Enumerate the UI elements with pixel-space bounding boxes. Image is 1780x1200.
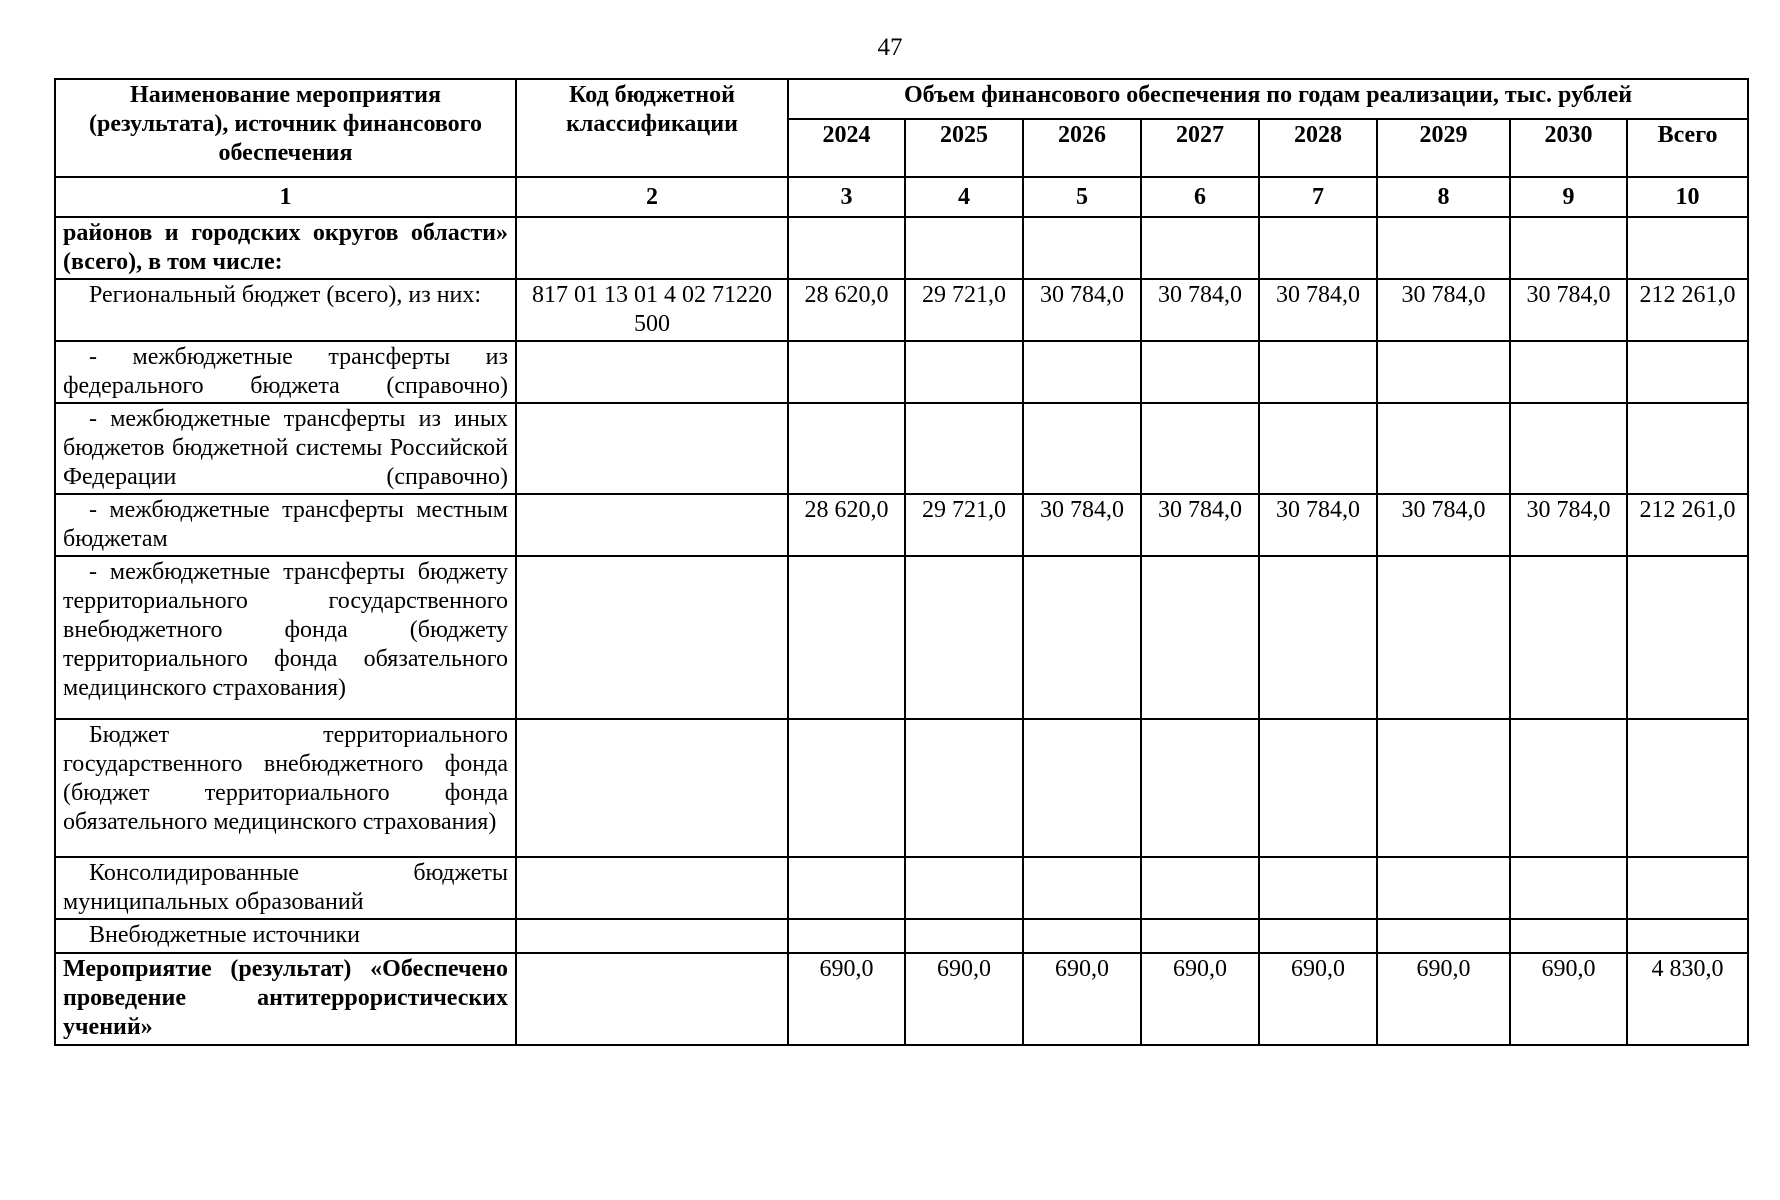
table-row bbox=[55, 919, 1748, 953]
row-total-value bbox=[1627, 857, 1748, 919]
table-row bbox=[55, 719, 1748, 857]
row-year-value: 30 784,0 bbox=[1510, 279, 1627, 341]
row-year-value bbox=[1141, 556, 1259, 719]
row-year-value: 30 784,0 bbox=[1259, 279, 1377, 341]
row-year-value bbox=[1510, 857, 1627, 919]
header-year: 2029 bbox=[1377, 119, 1510, 177]
page-number: 47 bbox=[877, 34, 903, 61]
row-year-value bbox=[1377, 341, 1510, 403]
column-number: 1 bbox=[55, 177, 516, 217]
table-row bbox=[55, 217, 1748, 279]
table-row bbox=[55, 341, 1748, 403]
row-year-value bbox=[1377, 403, 1510, 494]
row-year-value bbox=[1510, 919, 1627, 953]
header-total: Всего bbox=[1627, 119, 1748, 177]
row-year-value bbox=[1023, 919, 1141, 953]
row-total-value: 212 261,0 bbox=[1627, 279, 1748, 341]
row-total-value bbox=[1627, 217, 1748, 279]
row-total-value bbox=[1627, 919, 1748, 953]
row-total-value bbox=[1627, 719, 1748, 857]
row-year-value bbox=[1023, 403, 1141, 494]
row-year-value bbox=[1259, 217, 1377, 279]
row-year-value bbox=[1259, 919, 1377, 953]
row-year-value: 30 784,0 bbox=[1510, 494, 1627, 556]
row-year-value bbox=[1141, 403, 1259, 494]
row-total-value: 4 830,0 bbox=[1627, 953, 1748, 1045]
row-year-value: 30 784,0 bbox=[1023, 494, 1141, 556]
row-year-value: 690,0 bbox=[1023, 953, 1141, 1045]
row-code bbox=[516, 857, 788, 919]
row-year-value bbox=[1141, 919, 1259, 953]
column-number-row bbox=[55, 177, 1748, 217]
row-code bbox=[516, 494, 788, 556]
column-number: 4 bbox=[905, 177, 1023, 217]
row-year-value bbox=[1259, 341, 1377, 403]
row-year-value bbox=[788, 556, 905, 719]
row-year-value bbox=[788, 217, 905, 279]
column-number: 9 bbox=[1510, 177, 1627, 217]
row-year-value: 690,0 bbox=[1259, 953, 1377, 1045]
row-year-value bbox=[788, 857, 905, 919]
row-year-value bbox=[1023, 217, 1141, 279]
row-year-value bbox=[1023, 341, 1141, 403]
row-year-value: 690,0 bbox=[1377, 953, 1510, 1045]
row-year-value bbox=[1377, 919, 1510, 953]
row-year-value: 690,0 bbox=[788, 953, 905, 1045]
row-name: Внебюджетные источники bbox=[55, 919, 516, 953]
row-year-value bbox=[905, 217, 1023, 279]
budget-table bbox=[54, 78, 1749, 1046]
row-name: Мероприятие (результат) «Обеспечено проведение антитеррористических учений» bbox=[55, 953, 516, 1045]
row-year-value bbox=[905, 719, 1023, 857]
row-year-value bbox=[1141, 217, 1259, 279]
row-code bbox=[516, 919, 788, 953]
row-year-value bbox=[1259, 857, 1377, 919]
table-row bbox=[55, 857, 1748, 919]
row-year-value bbox=[1023, 857, 1141, 919]
table-row bbox=[55, 556, 1748, 719]
column-number: 6 bbox=[1141, 177, 1259, 217]
row-year-value: 30 784,0 bbox=[1141, 494, 1259, 556]
header-group: Объем финансового обеспечения по годам реализации, тыс. рублей bbox=[788, 79, 1748, 119]
row-year-value: 29 721,0 bbox=[905, 494, 1023, 556]
row-name: - межбюджетные трансферты бюджету территориального государственного внебюджетного фонда (бюджету территориального фонда обязательного медицинского страхования) bbox=[55, 556, 516, 719]
row-year-value bbox=[1377, 857, 1510, 919]
row-year-value bbox=[1510, 403, 1627, 494]
row-code bbox=[516, 341, 788, 403]
row-year-value bbox=[1023, 719, 1141, 857]
row-year-value: 690,0 bbox=[1510, 953, 1627, 1045]
row-year-value bbox=[788, 719, 905, 857]
column-number: 5 bbox=[1023, 177, 1141, 217]
column-number: 10 bbox=[1627, 177, 1748, 217]
row-year-value bbox=[905, 403, 1023, 494]
row-total-value: 212 261,0 bbox=[1627, 494, 1748, 556]
row-code bbox=[516, 403, 788, 494]
row-name: - межбюджетные трансферты из иных бюджетов бюджетной системы Российской Федерации (справочно) bbox=[55, 403, 516, 494]
row-total-value bbox=[1627, 403, 1748, 494]
row-year-value bbox=[905, 341, 1023, 403]
table-row bbox=[55, 403, 1748, 494]
row-year-value: 30 784,0 bbox=[1259, 494, 1377, 556]
row-year-value bbox=[1259, 556, 1377, 719]
header-name: Наименование мероприятия (результата), источник финансового обеспечения bbox=[55, 79, 516, 177]
row-total-value bbox=[1627, 556, 1748, 719]
row-year-value bbox=[1141, 857, 1259, 919]
row-year-value: 29 721,0 bbox=[905, 279, 1023, 341]
row-year-value: 30 784,0 bbox=[1141, 279, 1259, 341]
row-year-value bbox=[1377, 556, 1510, 719]
row-code bbox=[516, 556, 788, 719]
header-year: 2027 bbox=[1141, 119, 1259, 177]
row-year-value: 30 784,0 bbox=[1377, 279, 1510, 341]
row-year-value bbox=[788, 341, 905, 403]
column-number: 8 bbox=[1377, 177, 1510, 217]
column-number: 3 bbox=[788, 177, 905, 217]
row-total-value bbox=[1627, 341, 1748, 403]
row-year-value bbox=[1259, 403, 1377, 494]
row-year-value bbox=[1377, 217, 1510, 279]
header-year: 2026 bbox=[1023, 119, 1141, 177]
row-year-value: 690,0 bbox=[905, 953, 1023, 1045]
header-row bbox=[55, 79, 1748, 119]
row-year-value bbox=[1377, 719, 1510, 857]
row-code bbox=[516, 217, 788, 279]
row-name: Региональный бюджет (всего), из них: bbox=[55, 279, 516, 341]
row-year-value bbox=[1141, 719, 1259, 857]
row-year-value bbox=[1510, 719, 1627, 857]
row-name: районов и городских округов области» (всего), в том числе: bbox=[55, 217, 516, 279]
row-year-value: 28 620,0 bbox=[788, 494, 905, 556]
table-row bbox=[55, 279, 1748, 341]
header-year: 2028 bbox=[1259, 119, 1377, 177]
row-year-value: 28 620,0 bbox=[788, 279, 905, 341]
row-year-value bbox=[1510, 341, 1627, 403]
row-year-value: 690,0 bbox=[1141, 953, 1259, 1045]
row-year-value bbox=[1510, 556, 1627, 719]
header-year: 2025 bbox=[905, 119, 1023, 177]
table-row bbox=[55, 494, 1748, 556]
row-year-value bbox=[788, 919, 905, 953]
row-name: Консолидированные бюджеты муниципальных образований bbox=[55, 857, 516, 919]
row-name: Бюджет территориального государственного внебюджетного фонда (бюджет территориального фонда обязательного медицинского страхования) bbox=[55, 719, 516, 857]
row-code bbox=[516, 719, 788, 857]
header-year: 2030 bbox=[1510, 119, 1627, 177]
row-name: - межбюджетные трансферты местным бюджетам bbox=[55, 494, 516, 556]
row-year-value bbox=[905, 919, 1023, 953]
header-code: Код бюджетной классификации bbox=[516, 79, 788, 177]
header-year: 2024 bbox=[788, 119, 905, 177]
column-number: 2 bbox=[516, 177, 788, 217]
row-year-value bbox=[1141, 341, 1259, 403]
row-year-value bbox=[1259, 719, 1377, 857]
table-row bbox=[55, 953, 1748, 1045]
column-number: 7 bbox=[1259, 177, 1377, 217]
row-code bbox=[516, 953, 788, 1045]
row-year-value: 30 784,0 bbox=[1377, 494, 1510, 556]
row-year-value: 30 784,0 bbox=[1023, 279, 1141, 341]
row-year-value bbox=[1510, 217, 1627, 279]
row-year-value bbox=[905, 556, 1023, 719]
row-year-value bbox=[1023, 556, 1141, 719]
row-name: - межбюджетные трансферты из федерального бюджета (справочно) bbox=[55, 341, 516, 403]
row-code: 817 01 13 01 4 02 71220 500 bbox=[516, 279, 788, 341]
row-year-value bbox=[788, 403, 905, 494]
row-year-value bbox=[905, 857, 1023, 919]
